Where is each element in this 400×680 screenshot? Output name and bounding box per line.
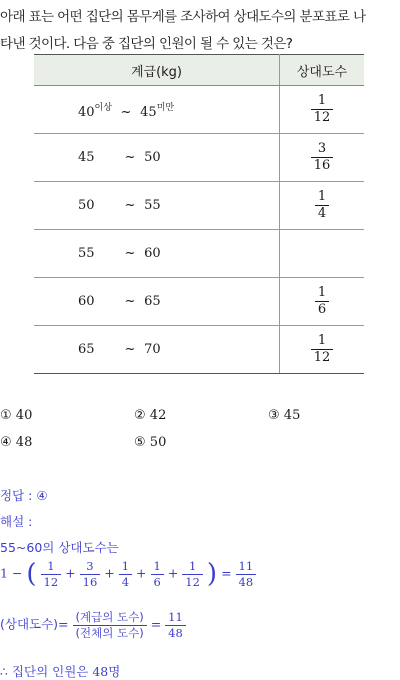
calc-equals: = bbox=[221, 565, 232, 581]
fraction-denominator: 16 bbox=[80, 574, 101, 589]
question-line-2: 타낸 것이다. 다음 중 집단의 인원이 될 수 있는 것은? bbox=[0, 36, 293, 52]
formula-equals: = bbox=[150, 616, 162, 632]
conclusion-line bbox=[0, 662, 120, 680]
table-row bbox=[34, 86, 364, 134]
range-high: 65 bbox=[144, 294, 161, 309]
open-paren: ( bbox=[26, 559, 37, 590]
explanation-label: 해설 : bbox=[0, 514, 33, 529]
relative-frequency-cell bbox=[280, 182, 365, 230]
fraction-numerator: 11 bbox=[238, 559, 254, 573]
choice-marker: ④ bbox=[0, 435, 12, 450]
calc-result bbox=[236, 560, 257, 588]
fraction-denominator: 12 bbox=[311, 349, 334, 365]
range-tilde: ~ bbox=[124, 150, 136, 165]
range-tilde: ~ bbox=[120, 104, 132, 120]
range-low: 40 bbox=[78, 104, 95, 120]
answer-value: ④ bbox=[36, 488, 48, 503]
choice-2[interactable] bbox=[134, 408, 166, 423]
range-tilde: ~ bbox=[124, 246, 136, 261]
answer-label: 정답 : bbox=[0, 488, 33, 503]
fraction-numerator: 3 bbox=[317, 140, 327, 156]
table-row bbox=[34, 182, 364, 230]
calc-plus: + bbox=[65, 565, 76, 581]
fraction-numerator: 1 bbox=[317, 92, 327, 108]
class-range bbox=[34, 278, 280, 326]
range-low-suffix: 이상 bbox=[94, 102, 112, 113]
fraction-numerator: 1 bbox=[121, 559, 130, 573]
calc-minus: − bbox=[11, 565, 23, 581]
fraction-denominator: 48 bbox=[165, 625, 186, 640]
table-header-row bbox=[34, 55, 364, 86]
conclusion-value: 48 bbox=[92, 664, 109, 679]
fraction-numerator: 1 bbox=[317, 284, 327, 300]
calc-plus: + bbox=[167, 565, 179, 581]
relative-frequency-fraction bbox=[311, 94, 334, 126]
fraction-numerator: 1 bbox=[317, 332, 327, 348]
range-tilde: ~ bbox=[124, 198, 136, 213]
question-line-1: 아래 표는 어떤 집단의 몸무게를 조사하여 상대도수의 분포표로 나 bbox=[0, 9, 366, 25]
fraction-denominator: 16 bbox=[311, 157, 334, 173]
range-low: 45 bbox=[78, 150, 95, 165]
fraction-numerator: 1 bbox=[47, 559, 55, 573]
class-range bbox=[34, 230, 280, 278]
calc-term bbox=[80, 560, 101, 588]
range-high: 70 bbox=[144, 342, 161, 357]
formula-result bbox=[165, 611, 186, 639]
calc-term bbox=[41, 560, 62, 588]
choice-5[interactable] bbox=[134, 435, 166, 450]
choice-1[interactable] bbox=[0, 408, 32, 423]
range-tilde: ~ bbox=[124, 342, 136, 357]
choice-value: 50 bbox=[149, 435, 167, 450]
range-high-suffix: 미만 bbox=[156, 102, 175, 113]
relative-frequency-fraction bbox=[311, 334, 334, 366]
choice-value: 42 bbox=[149, 408, 167, 423]
range-high: 45 bbox=[140, 104, 157, 120]
relative-frequency-fraction bbox=[315, 286, 329, 318]
fraction-numerator: 1 bbox=[317, 188, 327, 204]
fraction-denominator: 12 bbox=[311, 109, 334, 125]
relative-frequency-fraction bbox=[311, 142, 334, 174]
conclusion-suffix: 명 bbox=[108, 664, 121, 679]
choice-marker: ⑤ bbox=[134, 435, 146, 450]
relative-frequency-cell-empty bbox=[280, 230, 365, 278]
calc-plus: + bbox=[104, 565, 115, 581]
choice-value: 48 bbox=[15, 435, 33, 450]
choice-3[interactable] bbox=[268, 408, 300, 423]
relative-frequency-fraction bbox=[315, 190, 329, 222]
formula-denominator: (전체의 도수) bbox=[73, 625, 147, 640]
choice-4[interactable] bbox=[0, 435, 32, 450]
header-class-kg: 계급(kg) bbox=[34, 55, 280, 86]
range-high: 50 bbox=[144, 150, 161, 165]
relative-frequency-cell bbox=[280, 134, 365, 182]
range-tilde: ~ bbox=[124, 294, 136, 309]
range-high: 60 bbox=[144, 246, 161, 261]
fraction-denominator: 12 bbox=[182, 574, 203, 589]
header-relative-frequency: 상대도수 bbox=[280, 55, 365, 86]
fraction-denominator: 48 bbox=[236, 574, 257, 589]
relative-frequency-cell bbox=[280, 278, 365, 326]
question-text bbox=[0, 4, 400, 58]
class-range bbox=[34, 86, 280, 134]
calculation-line bbox=[0, 560, 256, 588]
table-row bbox=[34, 230, 364, 278]
choice-value: 40 bbox=[15, 408, 33, 423]
explanation-step1: 55~60의 상대도수는 bbox=[0, 540, 119, 555]
formula-line bbox=[0, 611, 186, 639]
conclusion-prefix: ∴ 집단의 인원은 bbox=[0, 664, 93, 679]
close-paren: ) bbox=[206, 559, 218, 590]
class-range bbox=[34, 326, 280, 374]
choice-marker: ② bbox=[134, 408, 146, 423]
answer-line bbox=[0, 486, 48, 504]
calc-term bbox=[182, 560, 203, 588]
class-range bbox=[34, 134, 280, 182]
fraction-denominator: 12 bbox=[41, 574, 62, 589]
formula-lhs: (상대도수)= bbox=[0, 616, 69, 632]
fraction-numerator: 3 bbox=[86, 559, 94, 573]
fraction-denominator: 6 bbox=[315, 301, 329, 317]
fraction-numerator: 1 bbox=[188, 559, 197, 573]
choice-marker: ① bbox=[0, 408, 12, 423]
calc-plus: + bbox=[136, 565, 147, 581]
relative-frequency-cell bbox=[280, 86, 365, 134]
calc-term bbox=[119, 560, 132, 588]
relative-frequency-table bbox=[34, 54, 364, 374]
class-range bbox=[34, 182, 280, 230]
choice-value: 45 bbox=[283, 408, 301, 423]
table-row bbox=[34, 134, 364, 182]
table-row bbox=[34, 326, 364, 374]
range-low: 65 bbox=[78, 342, 95, 357]
table-row bbox=[34, 278, 364, 326]
formula-fraction bbox=[73, 611, 147, 639]
fraction-denominator: 4 bbox=[119, 574, 132, 589]
fraction-denominator: 6 bbox=[151, 574, 164, 589]
range-low: 50 bbox=[78, 198, 95, 213]
formula-numerator: (계급의 도수) bbox=[75, 610, 144, 624]
relative-frequency-cell bbox=[280, 326, 365, 374]
range-high: 55 bbox=[144, 198, 161, 213]
fraction-numerator: 1 bbox=[153, 559, 161, 573]
fraction-denominator: 4 bbox=[315, 205, 329, 221]
choice-marker: ③ bbox=[268, 408, 280, 423]
range-low: 55 bbox=[78, 246, 95, 261]
range-low: 60 bbox=[78, 294, 95, 309]
calc-term bbox=[151, 560, 164, 588]
calc-one: 1 bbox=[0, 565, 8, 581]
fraction-numerator: 11 bbox=[168, 610, 183, 624]
